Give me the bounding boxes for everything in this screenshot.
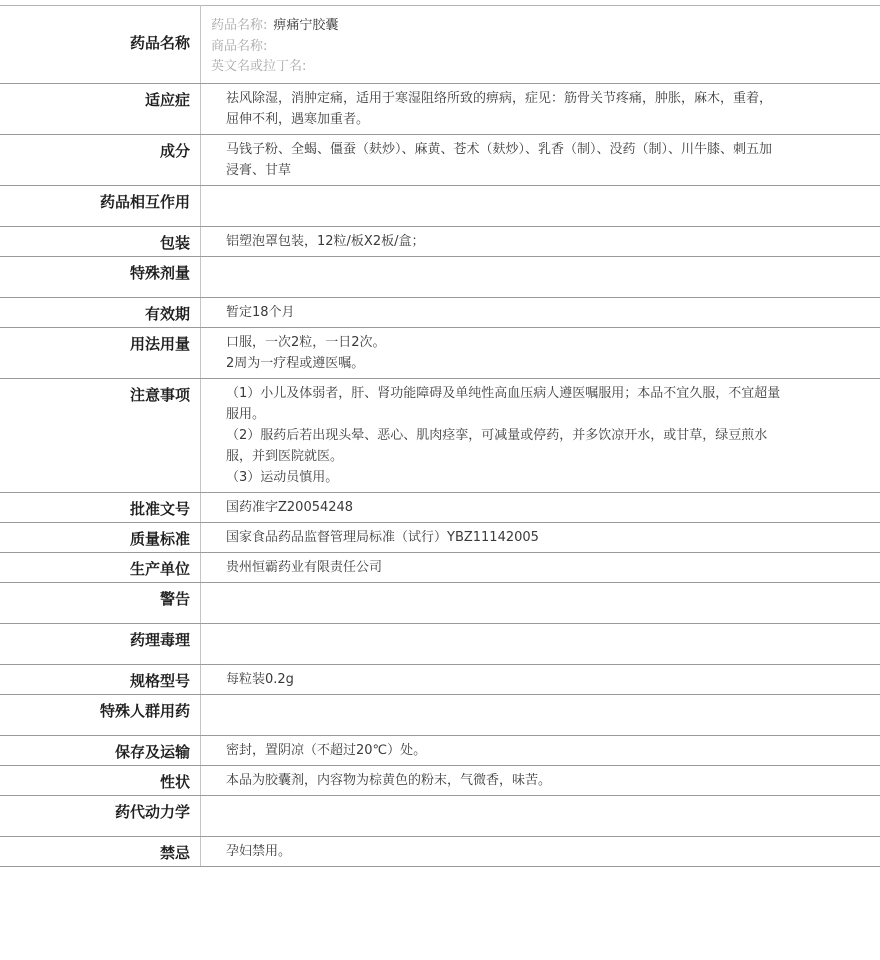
row-value-line: 密封，置阴凉（不超过20℃）处。 xyxy=(226,742,427,758)
row-label: 规格型号 xyxy=(129,671,190,690)
row-label: 特殊人群用药 xyxy=(99,701,190,720)
row-value-line: 铝塑泡罩包装，12粒/板X2板/盒； xyxy=(226,233,425,249)
generic-name-key: 药品名称: xyxy=(211,18,268,33)
row-value-line: 祛风除湿，消肿定痛，适用于寒湿阻络所致的痹病，症见：筋骨关节疼痛，肿胀，麻木，重着，屈伸不利，遇寒加重者。 xyxy=(226,90,773,127)
row-label: 适应症 xyxy=(144,90,190,109)
row-value-line: 马钱子粉、全蝎、僵蚕（麸炒）、麻黄、苍术（麸炒）、乳香（制）、没药（制）、川牛膝、刺五加浸膏、甘草 xyxy=(226,141,773,178)
row-label-cell xyxy=(0,134,201,185)
row-label: 药品相互作用 xyxy=(99,192,190,211)
table-row xyxy=(0,694,880,735)
table-row xyxy=(0,83,880,134)
row-value-cell xyxy=(201,492,880,522)
table-row xyxy=(0,836,880,866)
row-value-cell xyxy=(201,226,880,256)
row-label: 生产单位 xyxy=(129,559,190,578)
row-value-cell xyxy=(201,83,880,134)
row-label-cell xyxy=(0,492,201,522)
row-value-line: （1）小儿及体弱者，肝、肾功能障碍及单纯性高血压病人遵医嘱服用；本品不宜久服，不宜超量服用。 xyxy=(226,385,781,422)
row-label: 特殊剂量 xyxy=(129,263,190,282)
row-value-line: 暂定18个月 xyxy=(226,304,295,320)
row-label: 有效期 xyxy=(144,304,190,323)
row-label: 保存及运输 xyxy=(114,742,190,761)
drug-info-body xyxy=(0,6,880,867)
english-name-line xyxy=(211,57,870,78)
row-label-cell xyxy=(0,623,201,664)
row-value-line: 国家食品药品监督管理局标准（试行）YBZ11142005 xyxy=(226,529,539,545)
row-value-cell xyxy=(201,582,880,623)
row-value-cell xyxy=(201,378,880,492)
row-label-cell xyxy=(0,795,201,836)
table-row xyxy=(0,735,880,765)
english-name-key: 英文名或拉丁名: xyxy=(211,59,307,74)
row-value-cell xyxy=(201,327,880,378)
row-label-cell xyxy=(0,327,201,378)
row-value-cell xyxy=(201,735,880,765)
row-value-cell xyxy=(201,134,880,185)
row-value-cell xyxy=(201,795,880,836)
row-value-line: （2）服药后若出现头晕、恶心、肌肉痉挛，可减量或停药，并多饮凉开水，或甘草，绿豆煎水服，并到医院就医。 xyxy=(226,427,768,464)
row-label: 注意事项 xyxy=(129,385,190,404)
generic-name-line xyxy=(211,16,870,37)
row-label-cell xyxy=(0,582,201,623)
table-row xyxy=(0,134,880,185)
row-value-cell xyxy=(201,694,880,735)
row-label-cell xyxy=(0,694,201,735)
table-row xyxy=(0,327,880,378)
row-label-cell xyxy=(0,83,201,134)
row-label-cell xyxy=(0,735,201,765)
trade-name-key: 商品名称: xyxy=(211,38,268,54)
row-label: 性状 xyxy=(159,772,190,791)
row-value-cell xyxy=(201,256,880,297)
row-value-cell xyxy=(201,552,880,582)
row-label: 质量标准 xyxy=(129,529,190,548)
row-value-line: 孕妇禁用。 xyxy=(226,843,292,859)
row-value-cell xyxy=(201,185,880,226)
row-label-cell xyxy=(0,297,201,327)
row-label: 成分 xyxy=(159,141,190,160)
row-label-cell xyxy=(0,185,201,226)
table-row xyxy=(0,185,880,226)
row-value-cell xyxy=(201,836,880,866)
table-row xyxy=(0,297,880,327)
row-label-cell xyxy=(0,378,201,492)
row-value-cell xyxy=(201,522,880,552)
drug-name-cell xyxy=(201,6,880,84)
table-row xyxy=(0,582,880,623)
table-row xyxy=(0,623,880,664)
table-row xyxy=(0,522,880,552)
table-row xyxy=(0,256,880,297)
table-row-drug-name xyxy=(0,6,880,84)
row-value-line: 每粒装0.2g xyxy=(226,671,294,687)
table-row xyxy=(0,765,880,795)
row-label-cell xyxy=(0,256,201,297)
row-label-cell xyxy=(0,6,201,84)
row-label: 药代动力学 xyxy=(114,802,190,821)
row-value-line: 2周为一疗程或遵医嘱。 xyxy=(226,355,365,371)
table-row xyxy=(0,378,880,492)
row-value-line: 本品为胶囊剂，内容物为棕黄色的粉末，气微香，味苦。 xyxy=(226,772,552,788)
row-label-cell xyxy=(0,226,201,256)
row-value-line: 贵州恒霸药业有限责任公司 xyxy=(226,559,383,575)
row-value-cell xyxy=(201,297,880,327)
row-value-cell xyxy=(201,664,880,694)
row-label: 禁忌 xyxy=(159,843,190,862)
table-row xyxy=(0,795,880,836)
table-row xyxy=(0,664,880,694)
row-value-cell xyxy=(201,765,880,795)
row-label: 警告 xyxy=(159,589,190,608)
row-value-line: （3）运动员慎用。 xyxy=(226,469,339,485)
row-label: 批准文号 xyxy=(129,499,190,518)
row-label-cell xyxy=(0,765,201,795)
row-value-cell xyxy=(201,623,880,664)
row-label-cell xyxy=(0,552,201,582)
table-row xyxy=(0,552,880,582)
table-row xyxy=(0,492,880,522)
trade-name-line xyxy=(211,37,870,58)
drug-info-table xyxy=(0,5,880,867)
row-value-line: 口服，一次2粒，一日2次。 xyxy=(226,334,386,350)
generic-name-value: 痹痛宁胶囊 xyxy=(273,18,339,33)
row-label: 包装 xyxy=(159,233,190,252)
table-row xyxy=(0,226,880,256)
row-label-cell xyxy=(0,836,201,866)
row-label-cell xyxy=(0,664,201,694)
row-label-cell xyxy=(0,522,201,552)
row-label: 药理毒理 xyxy=(129,630,190,649)
row-value-line: 国药准字Z20054248 xyxy=(226,499,354,515)
row-label: 用法用量 xyxy=(129,334,190,353)
row-label: 药品名称 xyxy=(129,34,190,52)
